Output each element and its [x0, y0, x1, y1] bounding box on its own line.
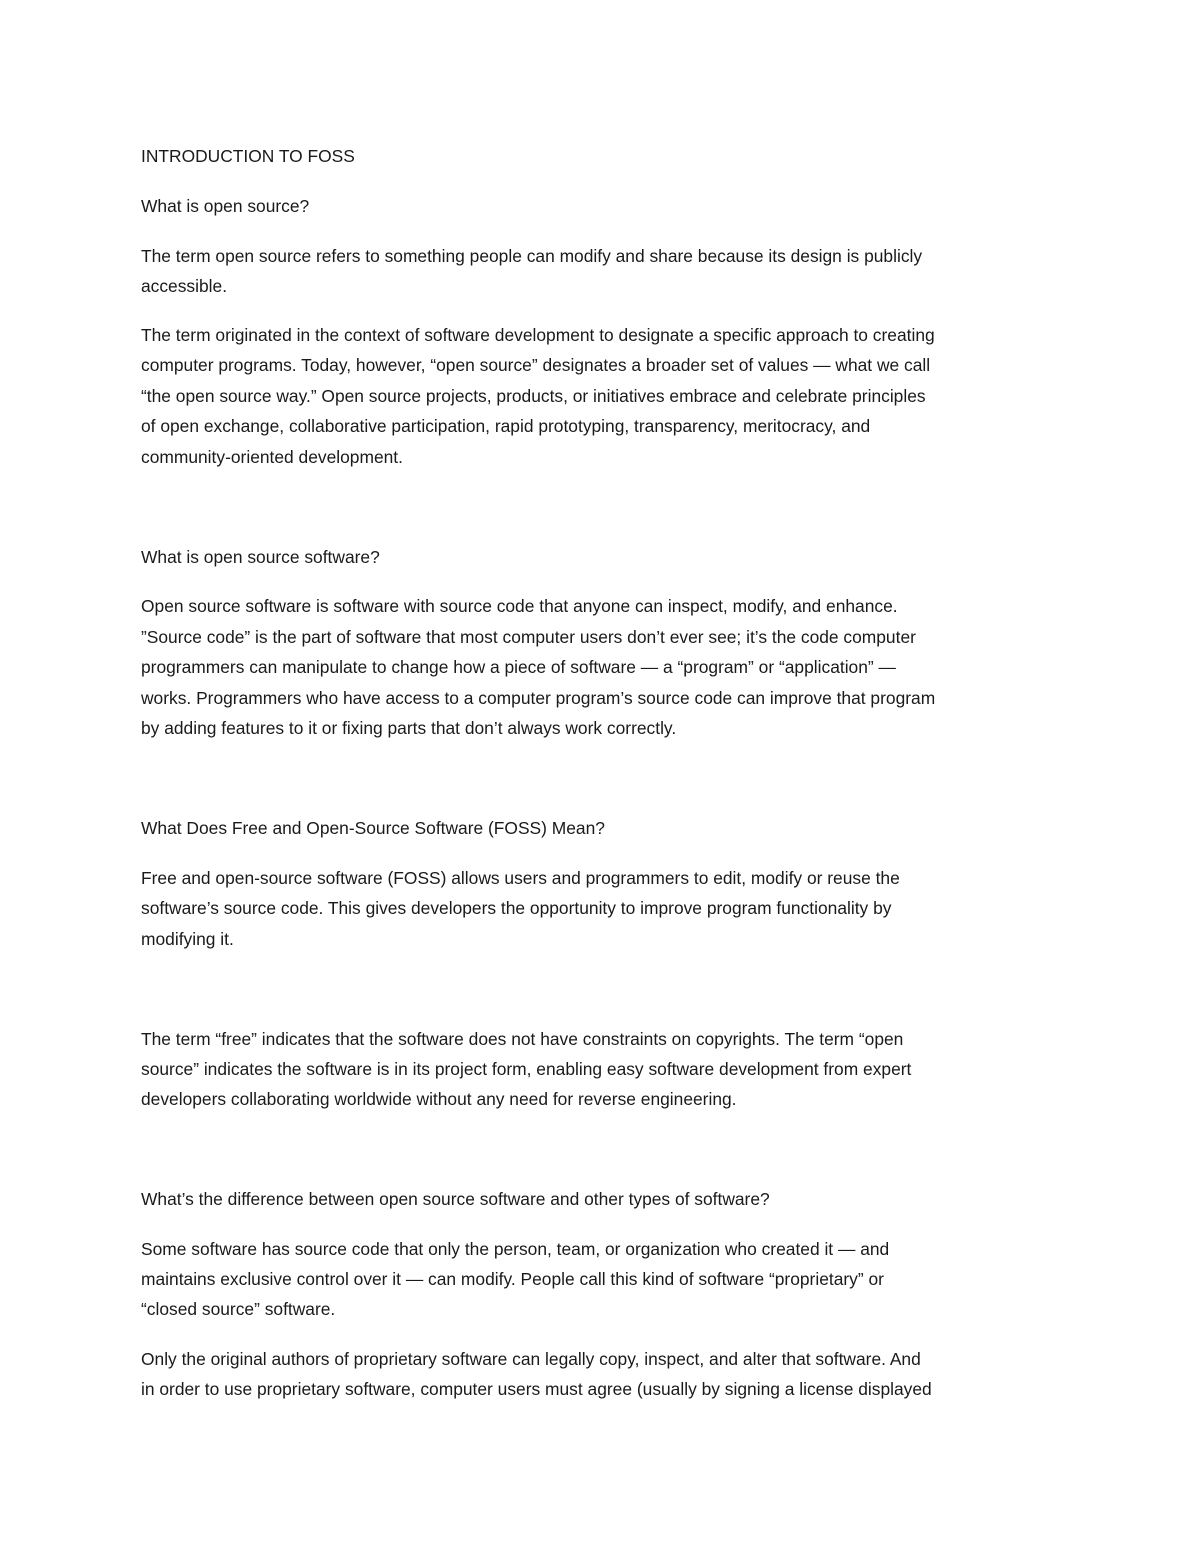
paragraph-line: “closed source” software. [141, 1299, 336, 1319]
paragraph-line: maintains exclusive control over it — can modify. People call this kind of software “proprietary” or [141, 1269, 884, 1289]
paragraph-line: accessible. [141, 276, 228, 296]
paragraph-line: source” indicates the software is in its project form, enabling easy software development from expert [141, 1059, 912, 1079]
paragraph-line: computer programs. Today, however, “open source” designates a broader set of values — what we call [141, 355, 931, 375]
paragraph-line: developers collaborating worldwide without any need for reverse engineering. [141, 1089, 737, 1109]
paragraph-line: The term originated in the context of software development to designate a specific approach to creating [141, 325, 935, 345]
paragraph-line: in order to use proprietary software, computer users must agree (usually by signing a license displayed [141, 1379, 932, 1399]
paragraph-line: works. Programmers who have access to a computer program’s source code can improve that program [141, 688, 936, 708]
document-title: INTRODUCTION TO FOSS [141, 146, 355, 166]
heading-what-is-open-source: What is open source? [141, 196, 310, 216]
paragraph-line: Free and open-source software (FOSS) allows users and programmers to edit, modify or reuse the [141, 868, 900, 888]
paragraph-line: The term open source refers to something people can modify and share because its design is publicly [141, 246, 923, 266]
paragraph-line: “the open source way.” Open source projects, products, or initiatives embrace and celebrate principles [141, 386, 926, 406]
paragraph-line: Some software has source code that only the person, team, or organization who created it — and [141, 1239, 890, 1259]
paragraph-line: software’s source code. This gives developers the opportunity to improve program functionality by [141, 898, 892, 918]
heading-difference: What’s the difference between open source software and other types of software? [141, 1189, 770, 1209]
heading-what-is-open-source-software: What is open source software? [141, 547, 380, 567]
paragraph-line: Only the original authors of proprietary software can legally copy, inspect, and alter that software. And [141, 1349, 921, 1369]
paragraph-line: Open source software is software with source code that anyone can inspect, modify, and enhance. [141, 596, 898, 616]
paragraph-line: by adding features to it or fixing parts that don’t always work correctly. [141, 718, 677, 738]
paragraph-line: community-oriented development. [141, 447, 403, 467]
paragraph-line: modifying it. [141, 929, 234, 949]
paragraph-line: ”Source code” is the part of software that most computer users don’t ever see; it’s the code computer [141, 627, 916, 647]
heading-foss-meaning: What Does Free and Open-Source Software (FOSS) Mean? [141, 818, 605, 838]
paragraph-line: of open exchange, collaborative participation, rapid prototyping, transparency, meritocracy, and [141, 416, 871, 436]
paragraph-line: The term “free” indicates that the software does not have constraints on copyrights. The term “open [141, 1029, 904, 1049]
paragraph-line: programmers can manipulate to change how a piece of software — a “program” or “application” — [141, 657, 896, 677]
